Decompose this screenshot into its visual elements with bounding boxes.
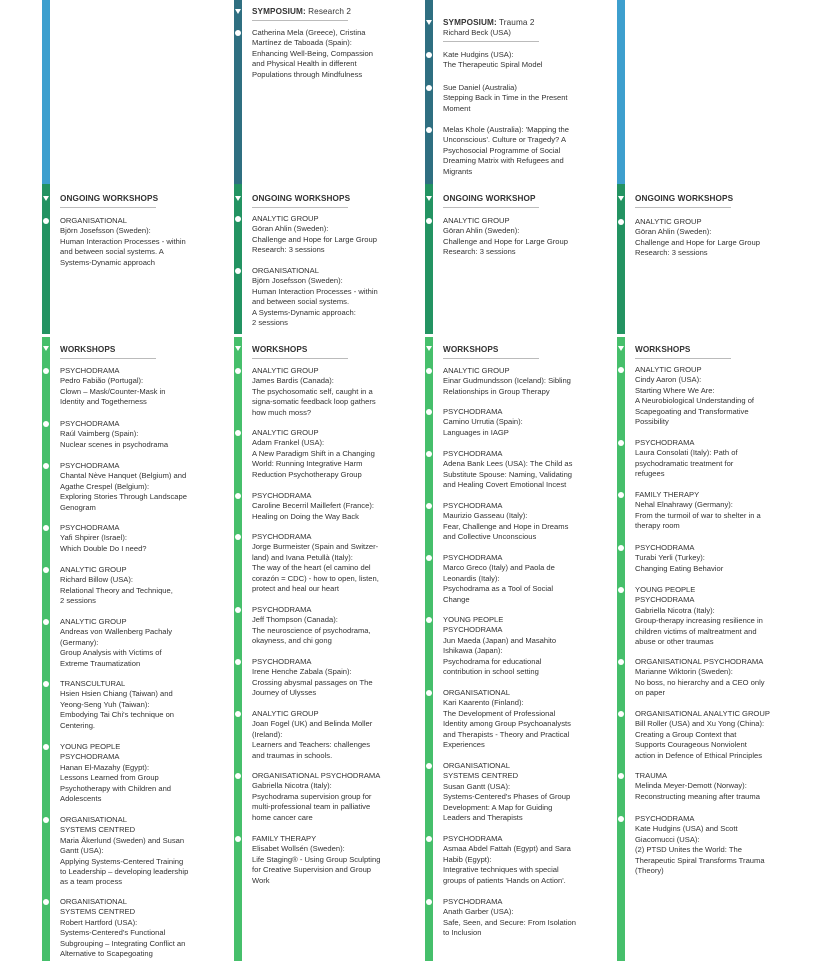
collapse-triangle-icon — [43, 196, 49, 201]
session-category: ANALYTIC GROUP — [252, 428, 319, 437]
workshop-item — [252, 771, 424, 823]
session-details: Jun Maeda (Japan) and Masahito Ishikawa (Japan): Psychodrama for educational contribution in school setting — [443, 635, 557, 677]
session-category: PSYCHODRAMA — [635, 543, 695, 552]
session-details: Kate Hudgins (USA): The Therapeutic Spiral Model — [443, 50, 543, 70]
bullet-dot-icon — [426, 52, 432, 58]
workshop-item — [635, 365, 807, 427]
session-details: Hsien Hsien Chiang (Taiwan) and Yeong-Seng Yuh (Taiwan): Embodying Tai Chi's technique on Centering. — [60, 689, 175, 730]
session-category: ORGANISATIONAL — [252, 266, 319, 275]
session-details: Andreas von Wallenberg Pachaly (Germany): Group Analysis with Victims of Extreme Traumatization — [60, 627, 173, 668]
session-details: Björn Josefsson (Sweden): Human Interaction Processes - within and between social systems. A Systems-Dynamic approach — [60, 226, 186, 267]
session-details: Jeff Thompson (Canada): The neuroscience of psychodrama, okayness, and chi gong — [252, 615, 371, 646]
workshop-item — [60, 897, 232, 959]
ongoing-workshops-title: ONGOING WORKSHOPS — [60, 194, 159, 203]
session-category: YOUNG PEOPLE PSYCHODRAMA — [443, 615, 504, 635]
symposium-paper — [443, 125, 615, 177]
collapse-triangle-icon — [426, 20, 432, 25]
session-details: Anath Garber (USA): Safe, Seen, and Secure: From Isolation to Inclusion — [443, 907, 576, 938]
bullet-dot-icon — [43, 744, 49, 750]
bullet-dot-icon — [618, 816, 624, 822]
symposium-paper — [252, 28, 424, 80]
workshop-item — [443, 897, 615, 939]
session-details: Kate Hudgins (USA) and Scott Giacomucci (USA): (2) PTSD Unites the World: The Therapeutic Spiral Transforms Trauma (Theory) — [635, 824, 765, 876]
session-category: ORGANISATIONAL SYSTEMS CENTRED — [443, 761, 519, 781]
session-category: ANALYTIC GROUP — [443, 366, 510, 375]
ongoing-workshop-item — [443, 216, 615, 258]
workshop-item — [252, 532, 424, 594]
session-category: PSYCHODRAMA — [443, 501, 503, 510]
session-details: Asmaa Abdel Fattah (Egypt) and Sara Habib (Egypt): Integrative techniques with special groups of patients 'Hands on Action'. — [443, 844, 571, 885]
session-details: Adam Frankel (USA): A New Paradigm Shift in a Changing World: Running Integrative Harm Reduction Psychotherapy Group — [252, 438, 375, 479]
session-details: Maurizio Gasseau (Italy): Fear, Challenge and Hope in Dreams and Collective Unconscious — [443, 511, 569, 542]
session-category: ANALYTIC GROUP — [252, 709, 319, 718]
session-details: Marco Greco (Italy) and Paola de Leonardis (Italy): Psychodrama as a Tool of Social Change — [443, 563, 555, 604]
workshops-title: WORKSHOPS — [60, 345, 116, 354]
workshop-item — [443, 688, 615, 750]
symposium-title — [252, 7, 351, 16]
session-category: TRANSCULTURAL — [60, 679, 126, 688]
title-divider — [252, 20, 348, 21]
bullet-dot-icon — [618, 492, 624, 498]
session-category: PSYCHODRAMA — [443, 449, 503, 458]
bullet-dot-icon — [235, 30, 241, 36]
session-details: Camino Urrutia (Spain): Languages in IAGP — [443, 417, 523, 437]
symposium-title — [443, 18, 535, 27]
workshop-item — [443, 553, 615, 605]
session-details: Robert Hartford (USA): Systems-Centered's Functional Subgrouping – Integrating Conflict an Alternative to Scapegoating — [60, 917, 186, 959]
session-details: Göran Ahlin (Sweden): Challenge and Hope for Large Group Research: 3 sessions — [443, 226, 568, 257]
session-category: ANALYTIC GROUP — [443, 216, 510, 225]
symposium-paper — [443, 50, 615, 71]
bullet-dot-icon — [426, 899, 432, 905]
session-category: YOUNG PEOPLE PSYCHODRAMA — [635, 585, 696, 605]
bullet-dot-icon — [618, 659, 624, 665]
bullet-dot-icon — [618, 440, 624, 446]
workshop-item — [252, 366, 424, 418]
symposium-topic: Research 2 — [305, 7, 352, 16]
workshop-item — [443, 834, 615, 886]
bullet-dot-icon — [43, 525, 49, 531]
session-details: Hanan El-Mazahy (Egypt): Lessons Learned from Group Psychotherapy with Children and Adolescents — [60, 762, 172, 804]
session-category: ANALYTIC GROUP — [635, 217, 702, 226]
session-category: ANALYTIC GROUP — [252, 366, 319, 375]
bullet-dot-icon — [426, 503, 432, 509]
day-column-1 — [42, 0, 234, 961]
session-category: ORGANISATIONAL — [443, 688, 510, 697]
session-details: Richard Billow (USA): Relational Theory and Technique, 2 sessions — [60, 575, 173, 606]
workshop-item — [60, 523, 232, 554]
session-category: PSYCHODRAMA — [443, 897, 503, 906]
workshop-item — [60, 679, 232, 731]
bullet-dot-icon — [426, 763, 432, 769]
workshop-item — [635, 585, 807, 647]
session-details: Björn Josefsson (Sweden): Human Interaction Processes - within and between social systems. A Systems-Dynamic approach: 2 sessions — [252, 276, 378, 328]
workshop-item — [252, 657, 424, 699]
collapse-triangle-icon — [235, 9, 241, 14]
day-column-3 — [425, 0, 617, 961]
bullet-dot-icon — [235, 493, 241, 499]
title-divider — [443, 358, 539, 359]
session-category: ANALYTIC GROUP — [252, 214, 319, 223]
collapse-triangle-icon — [235, 346, 241, 351]
session-details: Melas Khole (Australia): 'Mapping the Unconscious'. Culture or Tragedy? A Psychosocial Programme of Social Dreaming Matrix with Refugees and Migrants — [443, 125, 569, 176]
session-details: Bill Roller (USA) and Xu Yong (China): Creating a Group Context that Supports Courageous Nonviolent action in Defence of Ethical Principles — [635, 719, 765, 760]
ongoing-workshops-bar — [42, 184, 50, 334]
workshop-item — [443, 761, 615, 823]
workshop-item — [252, 605, 424, 647]
top-time-bar — [617, 0, 625, 184]
symposium-label: SYMPOSIUM: — [443, 18, 497, 27]
session-category: PSYCHODRAMA — [443, 407, 503, 416]
session-details: Göran Ahlin (Sweden): Challenge and Hope for Large Group Research: 3 sessions — [252, 224, 377, 255]
ongoing-workshops-title: ONGOING WORKSHOP — [443, 194, 536, 203]
bullet-dot-icon — [235, 268, 241, 274]
session-category: PSYCHODRAMA — [252, 532, 312, 541]
session-category: PSYCHODRAMA — [252, 657, 312, 666]
session-details: Adena Bank Lees (USA): The Child as Substitute Spouse: Naming, Validating and Healing Covert Emotional Incest — [443, 459, 573, 490]
session-details: Gabriella Nicotra (Italy): Psychodrama supervision group for multi-professional team in palliative home cancer care — [252, 781, 372, 822]
session-details: Cindy Aaron (USA): Starting Where We Are: A Neurobiological Understanding of Scapegoating and Transformative Possibility — [635, 375, 755, 427]
ongoing-workshops-bar — [617, 184, 625, 334]
session-details: Melinda Meyer-Demott (Norway): Reconstructing meaning after trauma — [635, 781, 760, 801]
symposium-chair: Richard Beck (USA) — [443, 28, 511, 37]
workshop-item — [60, 461, 232, 513]
bullet-dot-icon — [426, 409, 432, 415]
workshops-bar — [425, 337, 433, 961]
collapse-triangle-icon — [426, 346, 432, 351]
session-details: Laura Consolati (Italy): Path of psychodramatic treatment for refugees — [635, 448, 738, 479]
session-category: PSYCHODRAMA — [60, 523, 120, 532]
session-category: TRAUMA — [635, 771, 668, 780]
title-divider — [443, 207, 539, 208]
bullet-dot-icon — [43, 567, 49, 573]
workshop-item — [635, 709, 807, 761]
session-category: YOUNG PEOPLE PSYCHODRAMA — [60, 742, 121, 762]
bullet-dot-icon — [618, 367, 624, 373]
bullet-dot-icon — [235, 659, 241, 665]
bullet-dot-icon — [43, 619, 49, 625]
bullet-dot-icon — [235, 836, 241, 842]
session-category: PSYCHODRAMA — [60, 366, 120, 375]
session-details: Susan Gantt (USA): Systems-Centered's Phases of Group Development: A Map for Guiding Leaders and Therapists — [443, 781, 571, 823]
session-details: Gabriella Nicotra (Italy): Group-therapy increasing resilience in children victims of maltreatment and abuse or other traumas — [635, 605, 763, 647]
bullet-dot-icon — [235, 534, 241, 540]
title-divider — [635, 358, 731, 359]
ongoing-workshop-item — [252, 266, 424, 328]
session-details: Maria Åkerlund (Sweden) and Susan Gantt (USA): Applying Systems-Centered Training to Leadership – developing leadership as a team process — [60, 835, 189, 887]
workshop-item — [443, 449, 615, 491]
bullet-dot-icon — [235, 368, 241, 374]
session-category: ANALYTIC GROUP — [60, 617, 127, 626]
collapse-triangle-icon — [618, 346, 624, 351]
session-details: Joan Fogel (UK) and Belinda Moller (Ireland): Learners and Teachers: challenges and traumas in schools. — [252, 719, 373, 760]
title-divider — [252, 358, 348, 359]
bullet-dot-icon — [618, 587, 624, 593]
session-details: Chantal Nève Hanquet (Belgium) and Agathe Crespel (Belgium): Exploring Stories Through Landscape Genogram — [60, 471, 187, 512]
ongoing-workshop-item — [252, 214, 424, 256]
ongoing-workshops-title: ONGOING WORKSHOPS — [635, 194, 734, 203]
bullet-dot-icon — [618, 773, 624, 779]
session-details: Catherina Mela (Greece), Cristina Martínez de Taboada (Spain): Enhancing Well-Being, Compassion and Physical Health in different Populations through Mindfulness — [252, 28, 374, 79]
workshop-item — [60, 366, 232, 408]
day-column-2 — [234, 0, 426, 961]
session-details: Göran Ahlin (Sweden): Challenge and Hope for Large Group Research: 3 sessions — [635, 227, 760, 258]
bullet-dot-icon — [618, 219, 624, 225]
title-divider — [60, 358, 156, 359]
bullet-dot-icon — [43, 218, 49, 224]
session-details: Kari Kaarento (Finland): The Development of Professional Identity among Group Psychoanalysts and Therapists - Theory and Practical Experiences — [443, 698, 571, 750]
collapse-triangle-icon — [618, 196, 624, 201]
session-category: PSYCHODRAMA — [443, 553, 503, 562]
session-category: ORGANISATIONAL ANALYTIC GROUP — [635, 709, 770, 718]
bullet-dot-icon — [43, 681, 49, 687]
title-divider — [60, 207, 156, 208]
session-details: Turabi Yerli (Turkey): Changing Eating Behavior — [635, 553, 724, 573]
workshop-item — [60, 565, 232, 607]
workshop-item — [443, 366, 615, 397]
bullet-dot-icon — [426, 555, 432, 561]
title-divider — [252, 207, 348, 208]
bullet-dot-icon — [426, 451, 432, 457]
session-category: PSYCHODRAMA — [252, 491, 312, 500]
session-category: ORGANISATIONAL SYSTEMS CENTRED — [60, 897, 136, 917]
workshop-item — [60, 419, 232, 450]
workshop-item — [635, 438, 807, 480]
top-time-bar — [42, 0, 50, 184]
session-category: ORGANISATIONAL PSYCHODRAMA — [252, 771, 381, 780]
workshop-item — [635, 490, 807, 532]
ongoing-workshops-bar — [425, 184, 433, 334]
title-divider — [443, 41, 539, 42]
ongoing-workshop-item — [60, 216, 232, 268]
bullet-dot-icon — [426, 85, 432, 91]
bullet-dot-icon — [426, 836, 432, 842]
session-details: Raúl Vaimberg (Spain): Nuclear scenes in psychodrama — [60, 429, 169, 449]
session-details: Irene Henche Zabala (Spain): Crossing abysmal passages on The Journey of Ulysses — [252, 667, 373, 698]
bullet-dot-icon — [235, 216, 241, 222]
session-category: PSYCHODRAMA — [635, 438, 695, 447]
symposium-paper — [443, 83, 615, 114]
session-category: ORGANISATIONAL PSYCHODRAMA — [635, 657, 764, 666]
session-details: Jorge Burmeister (Spain and Switzer- land) and Ivana Petullà (Italy): The way of the heart (el camino del corazón = CDC) - how to open, listen, protect and heal our heart — [252, 542, 379, 594]
session-category: FAMILY THERAPY — [635, 490, 700, 499]
workshop-item — [635, 814, 807, 876]
workshop-item — [443, 615, 615, 677]
bullet-dot-icon — [43, 421, 49, 427]
session-details: Elisabet Wollsén (Sweden): Life Staging® - Using Group Sculpting for Creative Supervision and Group Work — [252, 844, 381, 885]
workshops-title: WORKSHOPS — [443, 345, 499, 354]
top-time-bar — [234, 0, 242, 184]
day-column-4 — [617, 0, 809, 961]
bullet-dot-icon — [43, 463, 49, 469]
symposium-label: SYMPOSIUM: — [252, 7, 306, 16]
session-category: ORGANISATIONAL — [60, 216, 127, 225]
workshop-item — [252, 491, 424, 522]
bullet-dot-icon — [426, 690, 432, 696]
workshop-item — [635, 657, 807, 699]
bullet-dot-icon — [426, 617, 432, 623]
ongoing-workshops-bar — [234, 184, 242, 334]
workshop-item — [443, 501, 615, 543]
workshops-bar — [617, 337, 625, 961]
workshop-item — [60, 742, 232, 804]
workshop-item — [635, 771, 807, 802]
session-details: Einar Gudmundsson (Iceland): Sibling Relationships in Group Therapy — [443, 376, 571, 396]
bullet-dot-icon — [235, 711, 241, 717]
top-time-bar — [425, 0, 433, 184]
workshop-item — [60, 815, 232, 888]
collapse-triangle-icon — [43, 346, 49, 351]
session-category: FAMILY THERAPY — [252, 834, 317, 843]
bullet-dot-icon — [618, 545, 624, 551]
bullet-dot-icon — [618, 711, 624, 717]
workshops-title: WORKSHOPS — [252, 345, 308, 354]
bullet-dot-icon — [43, 817, 49, 823]
title-divider — [635, 207, 731, 208]
session-category: ORGANISATIONAL SYSTEMS CENTRED — [60, 815, 136, 835]
collapse-triangle-icon — [235, 196, 241, 201]
bullet-dot-icon — [235, 607, 241, 613]
session-details: Nehal Elnahrawy (Germany): From the turmoil of war to shelter in a therapy room — [635, 500, 761, 531]
bullet-dot-icon — [235, 430, 241, 436]
symposium-topic: Trauma 2 — [496, 18, 535, 27]
bullet-dot-icon — [426, 368, 432, 374]
session-category: PSYCHODRAMA — [635, 814, 695, 823]
workshop-item — [635, 543, 807, 574]
workshop-item — [252, 834, 424, 886]
bullet-dot-icon — [426, 127, 432, 133]
session-details: Sue Daniel (Australia) Stepping Back in Time in the Present Moment — [443, 83, 568, 113]
workshop-item — [252, 709, 424, 761]
session-details: James Bardis (Canada): The psychosomatic self, caught in a signa-somatic feedback loop gathers how much moss? — [252, 376, 376, 417]
session-category: ANALYTIC GROUP — [60, 565, 127, 574]
collapse-triangle-icon — [426, 196, 432, 201]
session-category: PSYCHODRAMA — [60, 419, 120, 428]
bullet-dot-icon — [426, 218, 432, 224]
session-category: PSYCHODRAMA — [252, 605, 312, 614]
workshops-bar — [42, 337, 50, 961]
ongoing-workshop-item — [635, 217, 807, 259]
workshop-item — [60, 617, 232, 669]
workshop-item — [443, 407, 615, 438]
workshops-title: WORKSHOPS — [635, 345, 691, 354]
bullet-dot-icon — [43, 368, 49, 374]
session-details: Marianne Wiktorin (Sweden): No boss, no hierarchy and a CEO only on paper — [635, 667, 765, 698]
session-details: Pedro Fabião (Portugal): Clown – Mask/Counter-Mask in Identity and Togetherness — [60, 376, 166, 407]
ongoing-workshops-title: ONGOING WORKSHOPS — [252, 194, 351, 203]
workshop-item — [252, 428, 424, 480]
session-category: ANALYTIC GROUP — [635, 365, 702, 374]
session-details: Yafi Shpirer (Israel): Which Double Do I need? — [60, 533, 147, 553]
bullet-dot-icon — [235, 773, 241, 779]
session-category: PSYCHODRAMA — [443, 834, 503, 843]
session-details: Caroline Becerril Maillefert (France): Healing on Doing the Way Back — [252, 501, 374, 521]
bullet-dot-icon — [43, 899, 49, 905]
session-category: PSYCHODRAMA — [60, 461, 120, 470]
